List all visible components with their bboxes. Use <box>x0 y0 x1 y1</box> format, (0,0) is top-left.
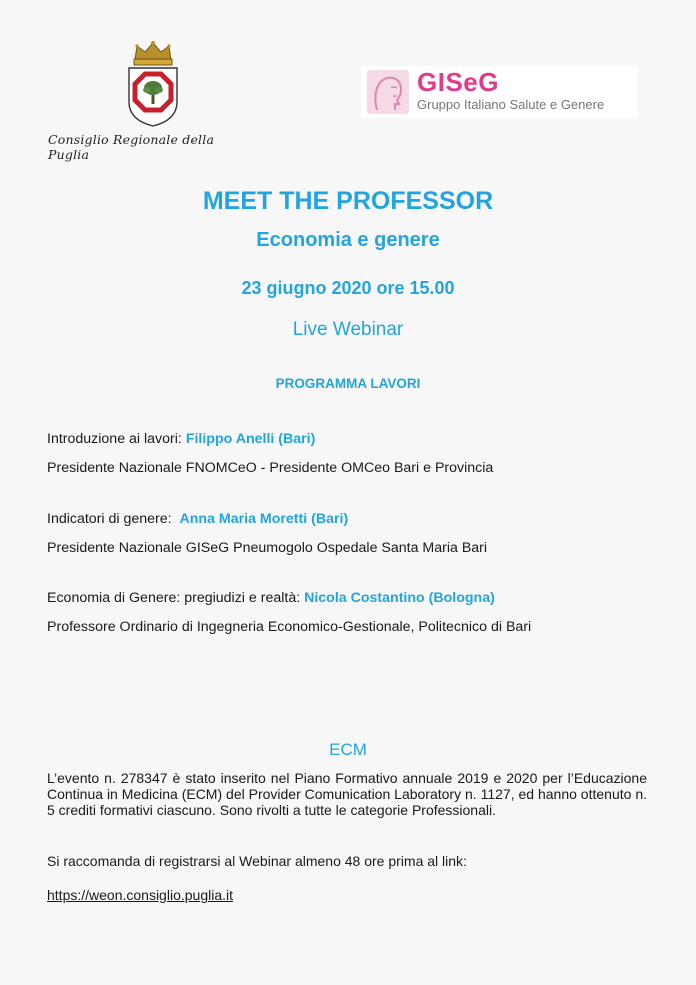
program-topic-line <box>47 584 531 613</box>
program-role: Presidente Nazionale FNOMCeO - Presidente OMCeo Bari e Provincia <box>47 460 494 476</box>
coat-of-arms-icon <box>123 40 183 128</box>
ecm-description: L’evento n. 278347 è stato inserito nel Piano Formativo annuale 2019 e 2020 per l’Educazione Continua in Medicina (ECM) del Provider Comunication Laboratory n. 1127, ed hanno ottenuto n. 5 crediti formativi ciascuno. Sono rivolti a tutte le categorie Professionali. <box>47 770 647 818</box>
program-role: Presidente Nazionale GISeG Pneumogolo Ospedale Santa Maria Bari <box>47 540 488 556</box>
program-item <box>47 425 493 483</box>
council-logo <box>48 40 258 162</box>
partner-full-name: Gruppo Italiano Salute e Genere <box>417 97 605 112</box>
webinar-link[interactable]: https://weon.consiglio.puglia.it <box>47 887 233 903</box>
program-item <box>47 505 487 563</box>
program-speaker: Filippo Anelli (Bari) <box>185 431 316 447</box>
event-title: MEET THE PROFESSOR <box>202 187 494 215</box>
face-profile-icon <box>367 70 409 114</box>
event-date: 23 giugno 2020 ore 15.00 <box>241 278 455 298</box>
partner-brand: GISeG <box>417 67 499 97</box>
event-subtitle: Economia e genere <box>256 229 440 251</box>
event-format: Live Webinar <box>292 319 404 340</box>
ecm-heading: ECM <box>329 740 367 759</box>
program-topic: Introduzione ai lavori: <box>47 431 186 447</box>
registration-note: Si raccomanda di registrarsi al Webinar almeno 48 ore prima al link: <box>47 853 467 869</box>
giseg-logo <box>361 66 637 118</box>
program-topic: Economia di Genere: pregiudizi e realtà: <box>47 590 305 606</box>
program-topic: Indicatori di genere: <box>47 511 180 527</box>
program-item <box>47 584 531 642</box>
program-role: Professore Ordinario di Ingegneria Economico-Gestionale, Politecnico di Bari <box>47 619 532 635</box>
program-speaker: Anna Maria Moretti (Bari) <box>179 511 349 527</box>
program-speaker: Nicola Costantino (Bologna) <box>304 590 495 606</box>
program-heading: PROGRAMMA LAVORI <box>275 376 421 391</box>
council-name: Consiglio Regionale della Puglia <box>48 132 215 162</box>
program-topic-line <box>47 505 487 534</box>
program-topic-line <box>47 425 493 454</box>
